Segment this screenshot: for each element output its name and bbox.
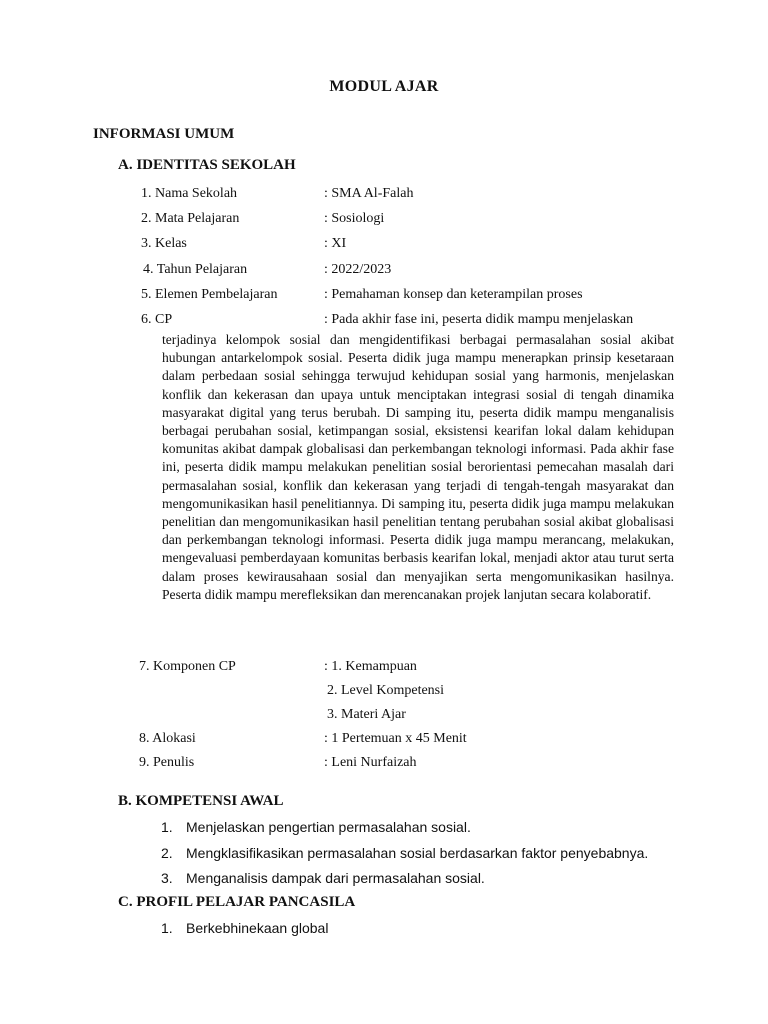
list-text: Menganalisis dampak dari permasalahan sosial. bbox=[186, 870, 485, 886]
list-number: 2. bbox=[161, 845, 173, 861]
identity-value: : 2022/2023 bbox=[324, 262, 392, 277]
kompetensi-awal-heading: B. KOMPETENSI AWAL bbox=[118, 793, 284, 809]
list-number: 3. bbox=[161, 870, 173, 886]
identity-value: : Pemahaman konsep dan keterampilan proses bbox=[324, 287, 583, 302]
identity-label: 9. Penulis bbox=[139, 755, 195, 770]
identity-value: : XI bbox=[324, 236, 347, 251]
komponen-item: : 1. Kemampuan bbox=[324, 659, 417, 674]
identity-label: 8. Alokasi bbox=[139, 731, 196, 746]
identity-label: 3. Kelas bbox=[141, 236, 187, 251]
document-title: MODUL AJAR bbox=[329, 78, 439, 95]
identity-value: : 1 Pertemuan x 45 Menit bbox=[324, 731, 467, 746]
identity-value: : Leni Nurfaizah bbox=[324, 755, 417, 770]
informasi-umum-heading: INFORMASI UMUM bbox=[93, 126, 235, 142]
list-number: 1. bbox=[161, 819, 173, 835]
identity-value: : SMA Al-Falah bbox=[324, 186, 414, 201]
identity-label: 7. Komponen CP bbox=[139, 659, 236, 674]
identity-label: 4. Tahun Pelajaran bbox=[143, 262, 248, 277]
identity-label: 5. Elemen Pembelajaran bbox=[141, 287, 278, 302]
list-text: Berkebhinekaan global bbox=[186, 920, 329, 936]
identity-value: : Sosiologi bbox=[324, 211, 385, 226]
komponen-item: 2. Level Kompetensi bbox=[327, 683, 445, 698]
identity-label: 1. Nama Sekolah bbox=[141, 186, 238, 201]
identity-label: 2. Mata Pelajaran bbox=[141, 211, 240, 226]
cp-description: terjadinya kelompok sosial dan mengidentifikasi berbagai permasalahan sosial akibat hubungan antarkelompok sosial. Peserta didik juga mampu menerapkan prinsip kesetaraan dalam perbedaan sosial sehingga terwujud kehidupan sosial yang harmonis, menjelaskan konflik dan kekerasan dan upaya untuk menciptakan integrasi sosial di tengah dinamika masyarakat digital yang terus berubah. Di samping itu, peserta didik mampu menganalisis berbagai perubahan sosial, ketimpangan sosial, eksistensi kearifan lokal dalam kehidupan komunitas akibat dampak globalisasi dan perkembangan teknologi informasi. Pada akhir fase ini, peserta didik mampu melakukan penelitian sosial berorientasi pemecahan masalah dari permasalahan sosial, konflik dan kekerasan yang terjadi di tengah-tengah masyarakat dan mengomunikasikan hasil penelitiannya. Di samping itu, peserta didik juga mampu melakukan penelitian dan mengomunikasikan hasil penelitian tentang perubahan sosial akibat globalisasi dan perkembangan teknologi informasi. Peserta didik juga mampu merancang, melakukan, mengevaluasi pemberdayaan komunitas berbasis kearifan lokal, menjadi aktor atau turut serta dalam proses kewirausahaan sosial dan menyajikan serta mengomunikasikan hasilnya. Peserta didik mampu merefleksikan dan merencanakan projek lanjutan secara kolaboratif. bbox=[162, 332, 674, 602]
identity-value: : Pada akhir fase ini, peserta didik mampu menjelaskan bbox=[324, 312, 634, 327]
list-text: Mengklasifikasikan permasalahan sosial berdasarkan faktor penyebabnya. bbox=[186, 845, 649, 861]
list-text: Menjelaskan pengertian permasalahan sosial. bbox=[186, 819, 471, 835]
identitas-sekolah-heading: A. IDENTITAS SEKOLAH bbox=[118, 157, 296, 173]
komponen-item: 3. Materi Ajar bbox=[327, 707, 406, 722]
list-number: 1. bbox=[161, 920, 173, 936]
profil-pelajar-heading: C. PROFIL PELAJAR PANCASILA bbox=[118, 894, 356, 910]
identity-label: 6. CP bbox=[141, 312, 173, 327]
